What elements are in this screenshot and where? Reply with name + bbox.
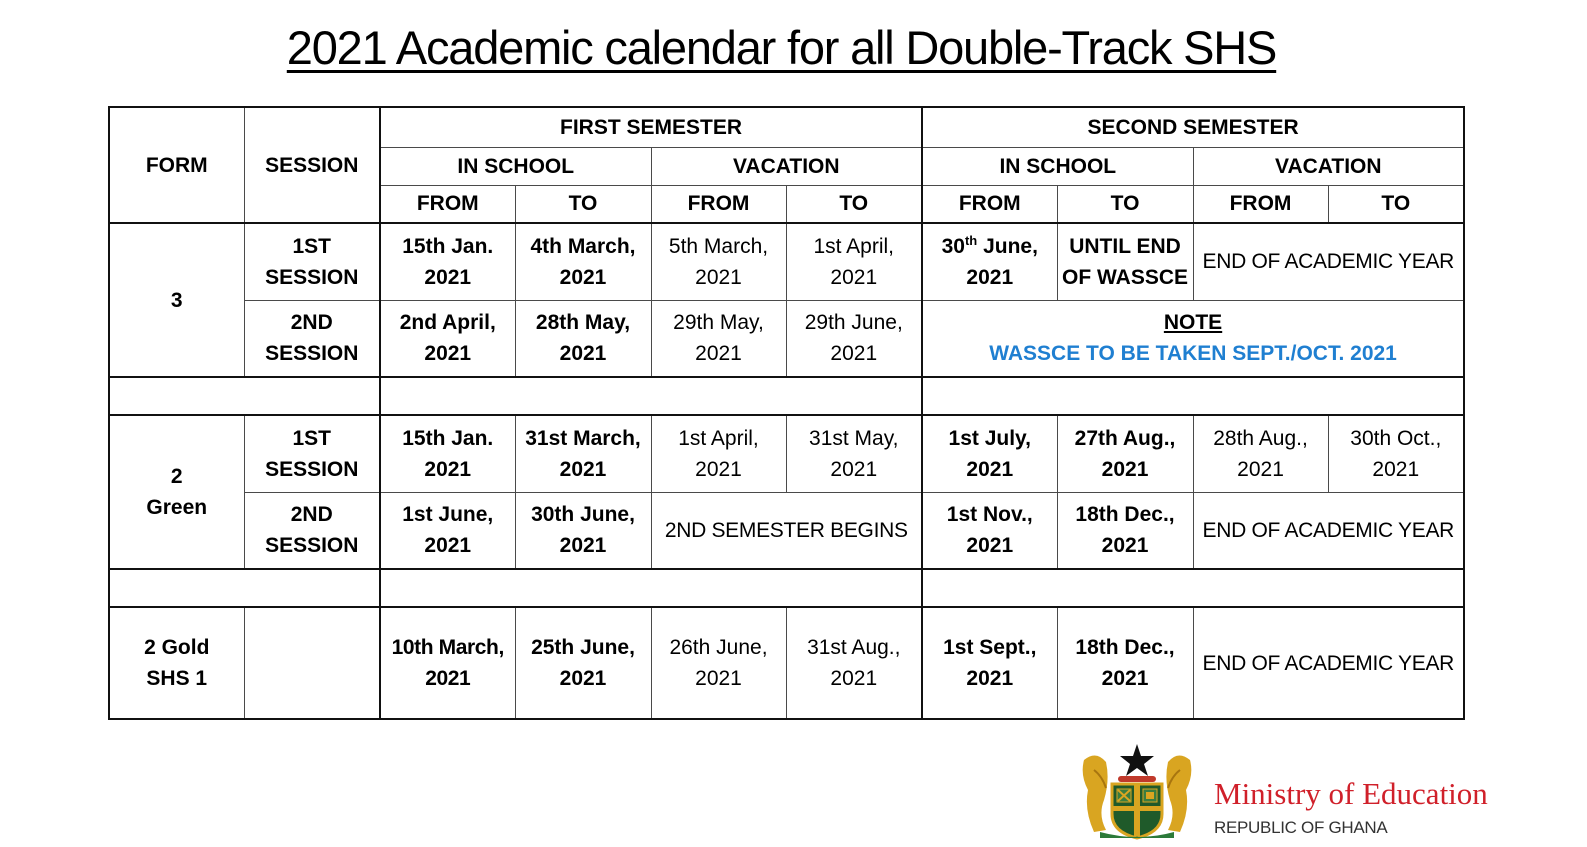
- spacer-cell: [109, 569, 380, 607]
- date-cell: 18th Dec., 2021: [1057, 492, 1193, 569]
- date-cell: 1st April, 2021: [786, 223, 922, 300]
- date-cell: 25th June, 2021: [515, 607, 651, 719]
- spacer-row: [109, 377, 1464, 415]
- header-first-semester: FIRST SEMESTER: [380, 107, 922, 147]
- date-cell: 28th May, 2021: [515, 300, 651, 377]
- session-label: 2ND SESSION: [244, 492, 380, 569]
- date-cell: 30th Oct., 2021: [1328, 415, 1464, 492]
- ghana-coat-of-arms-icon: [1076, 740, 1198, 840]
- header-to: TO: [1057, 185, 1193, 223]
- header-to: TO: [1328, 185, 1464, 223]
- session-label: 2ND SESSION: [244, 300, 380, 377]
- header-row-semesters: [109, 107, 1464, 147]
- republic-name: REPUBLIC OF GHANA: [1214, 818, 1388, 837]
- date-cell: UNTIL END OF WASSCE: [1057, 223, 1193, 300]
- date-cell: 18th Dec., 2021: [1057, 607, 1193, 719]
- spacer-cell: [922, 377, 1464, 415]
- date-cell: 26th June, 2021: [651, 607, 786, 719]
- session-label-empty: [244, 607, 380, 719]
- header-from: FROM: [1193, 185, 1328, 223]
- note-text: WASSCE TO BE TAKEN SEPT./OCT. 2021: [989, 342, 1397, 366]
- table-row-form3-session1: [109, 223, 1464, 300]
- header-first-in-school: IN SCHOOL: [380, 147, 651, 185]
- date-cell: 29th June, 2021: [786, 300, 922, 377]
- date-cell: 15th Jan. 2021: [380, 223, 515, 300]
- header-from: FROM: [380, 185, 515, 223]
- end-of-academic-year: END OF ACADEMIC YEAR: [1193, 223, 1464, 300]
- session-label: 1ST SESSION: [244, 223, 380, 300]
- spacer-cell: [380, 377, 922, 415]
- date-cell: 1st July, 2021: [922, 415, 1057, 492]
- session-label: 1ST SESSION: [244, 415, 380, 492]
- header-second-in-school: IN SCHOOL: [922, 147, 1193, 185]
- date-cell: 1st April, 2021: [651, 415, 786, 492]
- ministry-footer: [1076, 740, 1536, 840]
- date-cell: 4th March, 2021: [515, 223, 651, 300]
- date-cell: 5th March, 2021: [651, 223, 786, 300]
- header-to: TO: [786, 185, 922, 223]
- date-cell: 1st Nov., 2021: [922, 492, 1057, 569]
- form-label-2-gold-shs1: 2 Gold SHS 1: [109, 607, 244, 719]
- header-from: FROM: [651, 185, 786, 223]
- table-row-form2gold-shs1: [109, 607, 1464, 719]
- ministry-name: Ministry of Education: [1214, 776, 1488, 811]
- date-cell: 29th May, 2021: [651, 300, 786, 377]
- date-cell: 28th Aug., 2021: [1193, 415, 1328, 492]
- spacer-cell: [109, 377, 380, 415]
- note-cell: [922, 300, 1464, 377]
- header-to: TO: [515, 185, 651, 223]
- date-cell: 1st June, 2021: [380, 492, 515, 569]
- header-first-vacation: VACATION: [651, 147, 922, 185]
- table-row-form2green-session2: [109, 492, 1464, 569]
- spacer-row: [109, 569, 1464, 607]
- page-title: 2021 Academic calendar for all Double-Track SHS: [286, 21, 1277, 74]
- academic-calendar-table: [108, 106, 1465, 720]
- header-session: SESSION: [244, 107, 380, 223]
- date-cell: 15th Jan. 2021: [380, 415, 515, 492]
- date-cell: 10th March, 2021: [380, 607, 515, 719]
- table-row-form3-session2: [109, 300, 1464, 377]
- date-cell: 31st May, 2021: [786, 415, 922, 492]
- date-cell: 31st Aug., 2021: [786, 607, 922, 719]
- header-from: FROM: [922, 185, 1057, 223]
- spacer-cell: [922, 569, 1464, 607]
- header-second-semester: SECOND SEMESTER: [922, 107, 1464, 147]
- form-label-2-green: 2 Green: [109, 415, 244, 569]
- date-cell: 2nd April, 2021: [380, 300, 515, 377]
- note-title: NOTE: [1163, 311, 1223, 335]
- header-form: FORM: [109, 107, 244, 223]
- spacer-cell: [380, 569, 922, 607]
- date-cell: 30th June, 2021: [515, 492, 651, 569]
- second-semester-begins: 2ND SEMESTER BEGINS: [651, 492, 922, 569]
- end-of-academic-year: END OF ACADEMIC YEAR: [1193, 492, 1464, 569]
- end-of-academic-year: END OF ACADEMIC YEAR: [1193, 607, 1464, 719]
- date-cell: 1st Sept., 2021: [922, 607, 1057, 719]
- form-label-3: 3: [109, 223, 244, 377]
- date-cell: 31st March, 2021: [515, 415, 651, 492]
- date-cell: 27th Aug., 2021: [1057, 415, 1193, 492]
- table-row-form2green-session1: [109, 415, 1464, 492]
- header-second-vacation: VACATION: [1193, 147, 1464, 185]
- date-cell: 30th June, 2021: [922, 223, 1057, 300]
